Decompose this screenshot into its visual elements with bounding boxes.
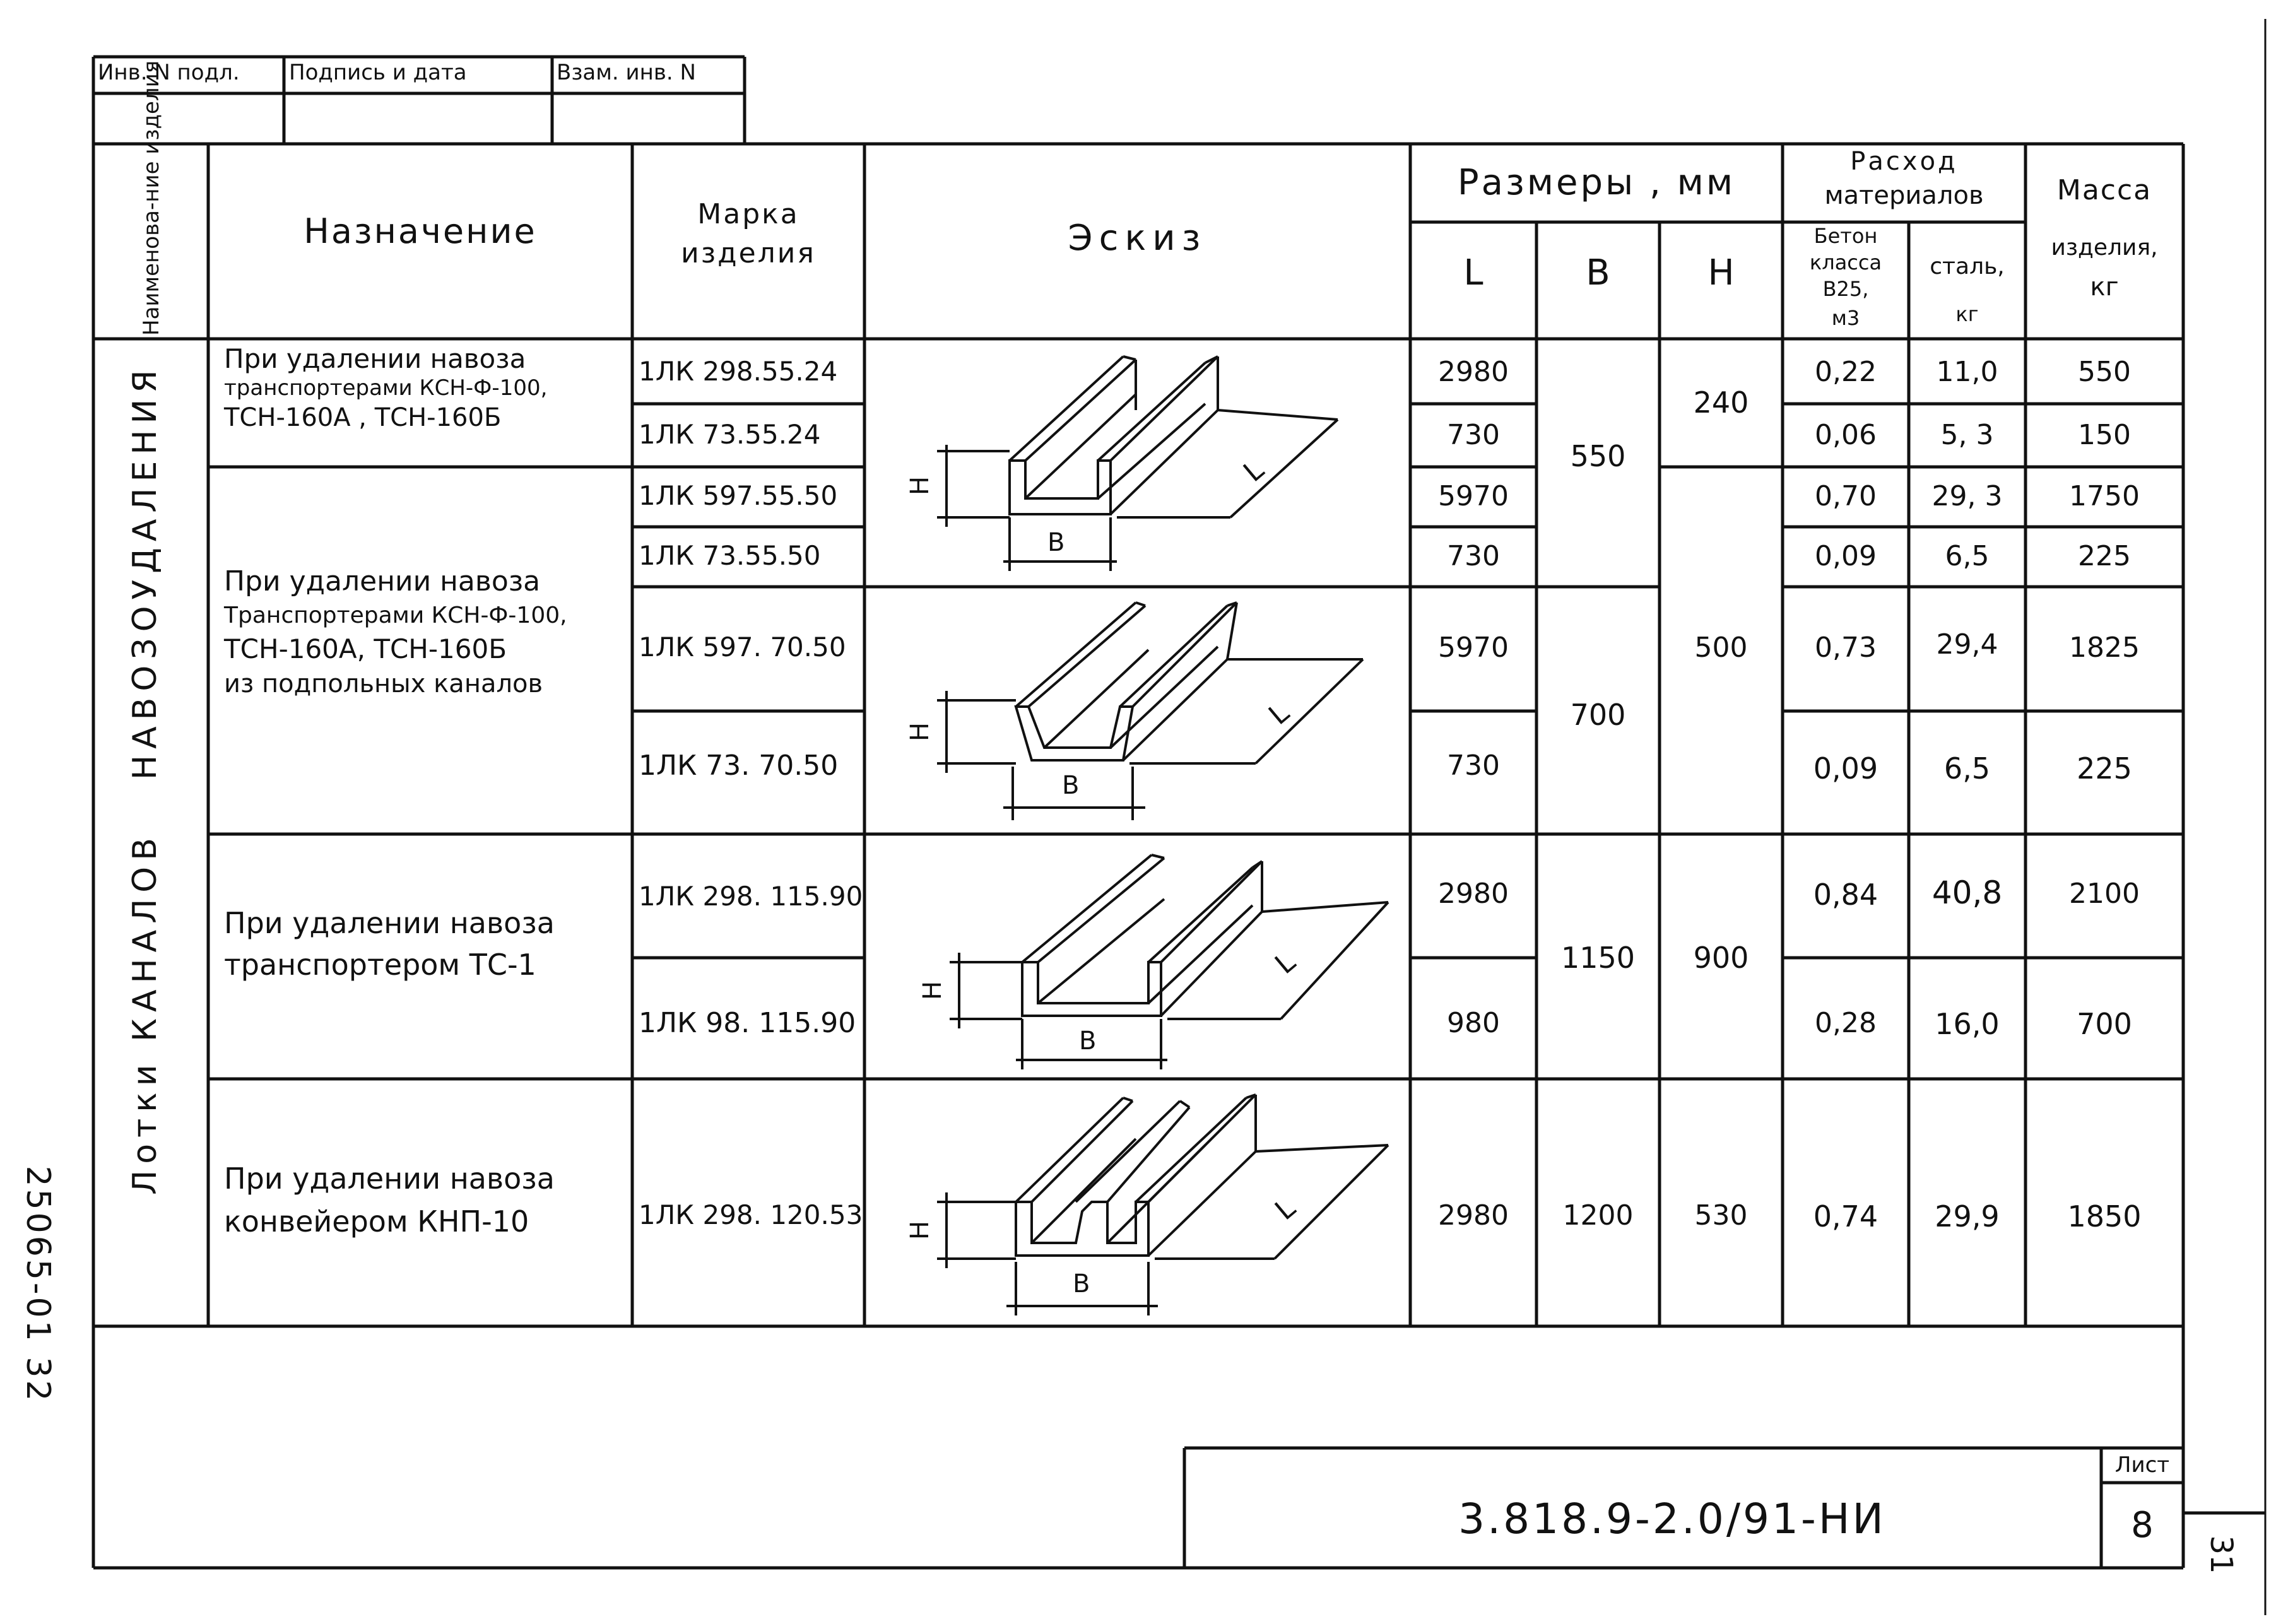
header-consumption-line1: Расход <box>1850 147 1958 176</box>
header-product-name: Наименова-ние изделия <box>139 60 164 336</box>
sketch-drawings <box>937 356 1388 1315</box>
sketch-label-L: L <box>1263 697 1295 732</box>
header-steel-line2: кг <box>1955 302 1979 326</box>
row-steel: 6,5 <box>1945 540 1990 572</box>
row-L: 730 <box>1447 750 1500 782</box>
row-mass: 225 <box>2077 751 2132 786</box>
merged-H-900: 900 <box>1693 941 1749 975</box>
purpose-line: ТСН-160А , ТСН-160Б <box>224 403 502 432</box>
merged-B-1150: 1150 <box>1560 941 1636 975</box>
side-label-upper: НАВОЗОУДАЛЕНИЯ <box>126 363 164 780</box>
row-concrete: 0,84 <box>1813 878 1878 912</box>
sketch-label-L: L <box>1237 454 1270 489</box>
header-purpose: Назначение <box>304 211 537 251</box>
header-concrete-line4: м3 <box>1831 306 1860 330</box>
header-concrete-line3: В25, <box>1822 277 1869 301</box>
purpose-line: транспортером ТС-1 <box>224 948 536 982</box>
row-L: 2980 <box>1438 878 1509 910</box>
sketch-label-H: Н <box>905 722 935 742</box>
sketch-label-H: Н <box>905 476 935 496</box>
header-concrete-line1: Бетон <box>1813 224 1878 248</box>
merged-B-1200: 1200 <box>1562 1199 1634 1232</box>
row-concrete: 0,09 <box>1813 751 1878 786</box>
merged-H-240: 240 <box>1693 385 1749 420</box>
row-steel: 11,0 <box>1936 356 1998 388</box>
sketch-label-B: В <box>1047 528 1065 557</box>
row-mark: 1ЛК 298. 115.90 <box>639 881 863 912</box>
row-mark: 1ЛК 73.55.50 <box>639 540 821 571</box>
sketch-label-H: Н <box>905 1220 935 1240</box>
row-concrete: 0,09 <box>1815 540 1877 572</box>
stamp-inv-no: Инв. N подл. <box>98 60 240 85</box>
purpose-line: транспортерами КСН-Ф-100, <box>224 375 548 401</box>
row-steel: 29,9 <box>1935 1199 2000 1233</box>
row-L: 2980 <box>1438 356 1509 388</box>
purpose-group-1 <box>224 343 548 432</box>
header-sketch: Эскиз <box>1068 218 1207 259</box>
sketch-label-B: В <box>1062 771 1080 800</box>
row-mass: 1750 <box>2069 480 2140 512</box>
purpose-line: При удалении навоза <box>224 565 541 597</box>
row-concrete: 0,06 <box>1815 419 1877 451</box>
merged-H-500: 500 <box>1694 632 1748 664</box>
sketch-label-L: L <box>1269 1192 1302 1227</box>
row-mass: 2100 <box>2069 878 2140 910</box>
header-dimensions: Размеры , мм <box>1457 162 1736 203</box>
row-concrete: 0,28 <box>1815 1007 1877 1039</box>
row-mass: 1850 <box>2067 1199 2142 1233</box>
purpose-group-2 <box>224 565 567 698</box>
header-concrete-line2: класса <box>1809 250 1882 274</box>
header-steel-line1: сталь, <box>1930 254 2005 279</box>
header-mark-line1: Марка <box>697 198 799 230</box>
header-mass-line2: изделия, <box>2051 235 2158 261</box>
row-concrete: 0,73 <box>1815 632 1877 664</box>
row-mark: 1ЛК 298.55.24 <box>639 356 838 387</box>
title-block-sheet-label: Лист <box>2114 1452 2170 1478</box>
sketch-trough-3 <box>950 855 1388 1069</box>
sketch-trough-4 <box>937 1095 1388 1315</box>
row-mass: 150 <box>2078 419 2131 451</box>
title-block-code: 3.818.9-2.0/91-НИ <box>1458 1495 1886 1543</box>
sketch-trough-2 <box>937 603 1363 820</box>
row-concrete: 0,74 <box>1813 1199 1878 1233</box>
row-mass: 225 <box>2078 540 2131 572</box>
row-L: 5970 <box>1438 632 1509 664</box>
row-mark: 1ЛК 597.55.50 <box>639 480 838 511</box>
side-label-lower: Лотки КАНАЛОВ <box>126 832 164 1195</box>
row-mass: 550 <box>2078 356 2131 388</box>
row-mass: 1825 <box>2069 632 2140 664</box>
stamp-replaces-inv: Взам. инв. N <box>557 60 696 85</box>
purpose-line: При удалении навоза <box>224 343 526 374</box>
header-mark-line2: изделия <box>681 237 816 269</box>
row-steel: 29,4 <box>1936 628 1998 661</box>
sketch-label-B: В <box>1073 1269 1090 1298</box>
row-mass: 700 <box>2077 1007 2132 1041</box>
header-mass-line3: кг <box>2090 273 2119 302</box>
row-steel: 6,5 <box>1943 751 1991 786</box>
purpose-group-4 <box>224 1162 555 1239</box>
purpose-line: конвейером КНП-10 <box>224 1204 529 1239</box>
row-steel: 5, 3 <box>1940 419 1994 451</box>
header-mass-line1: Масса <box>2056 174 2152 206</box>
sketch-label-B: В <box>1079 1027 1097 1056</box>
row-mark: 1ЛК 298. 120.53 <box>639 1199 863 1230</box>
stamp-signature-date: Подпись и дата <box>289 60 467 85</box>
header-consumption-line2: материалов <box>1824 181 1984 210</box>
row-L: 730 <box>1447 419 1500 451</box>
header-dim-B: В <box>1586 252 1610 293</box>
purpose-line: из подпольных каналов <box>224 669 543 698</box>
row-L: 2980 <box>1438 1199 1509 1232</box>
sketch-trough-1 <box>937 356 1338 571</box>
row-mark: 1ЛК 73.55.24 <box>639 419 821 450</box>
merged-B-700: 700 <box>1570 698 1626 732</box>
purpose-line: ТСН-160А, ТСН-160Б <box>224 633 507 664</box>
row-steel: 40,8 <box>1931 874 2003 911</box>
margin-left-number: 25065-01 32 <box>19 1165 57 1404</box>
merged-H-530: 530 <box>1694 1199 1748 1232</box>
purpose-line: Транспортерами КСН-Ф-100, <box>224 603 567 628</box>
purpose-group-3 <box>224 906 555 982</box>
title-block-sheet-no: 8 <box>2131 1505 2154 1546</box>
margin-right-number: 31 <box>2203 1535 2239 1574</box>
row-mark: 1ЛК 98. 115.90 <box>639 1007 856 1039</box>
header-dim-L: L <box>1463 252 1483 293</box>
merged-B-550: 550 <box>1570 439 1626 473</box>
header-dim-H: Н <box>1707 252 1735 293</box>
row-L: 980 <box>1447 1007 1500 1039</box>
purpose-line: При удалении навоза <box>224 906 555 940</box>
row-L: 5970 <box>1438 480 1509 512</box>
row-concrete: 0,22 <box>1815 356 1877 388</box>
row-steel: 16,0 <box>1935 1007 2000 1041</box>
purpose-line: При удалении навоза <box>224 1162 555 1196</box>
row-mark: 1ЛК 597. 70.50 <box>639 632 846 662</box>
sketch-label-H: Н <box>918 980 948 1001</box>
row-steel: 29, 3 <box>1931 480 2003 512</box>
row-concrete: 0,70 <box>1815 480 1877 512</box>
sketch-label-L: L <box>1269 946 1302 981</box>
row-mark: 1ЛК 73. 70.50 <box>639 750 839 782</box>
row-L: 730 <box>1447 540 1500 572</box>
